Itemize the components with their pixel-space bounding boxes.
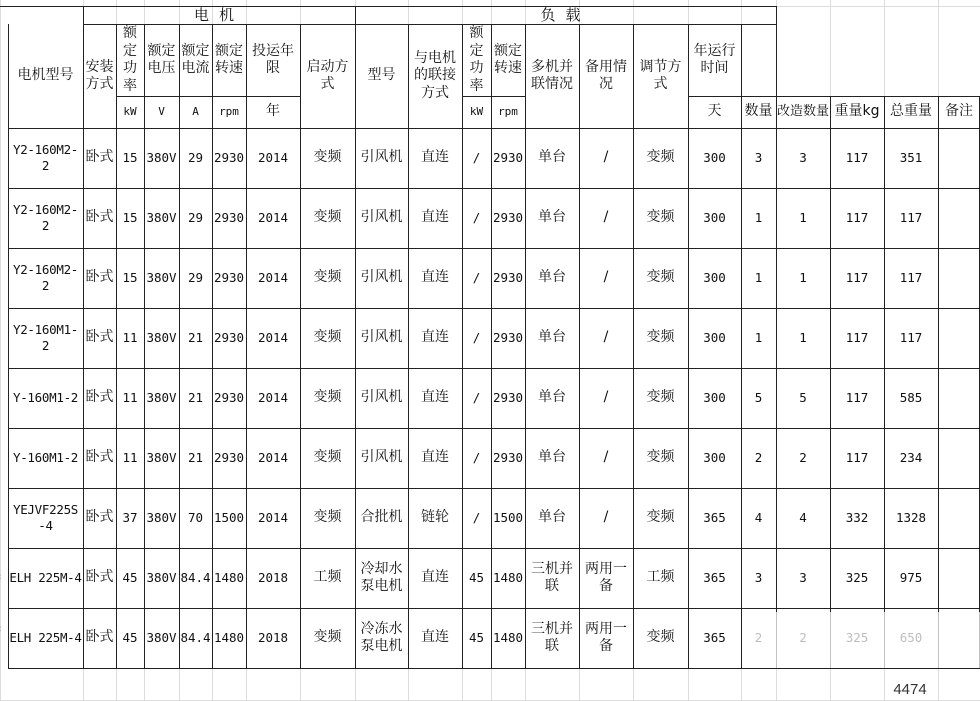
cell-annual-run[interactable]: 300: [703, 150, 726, 166]
header-group-motor: 电机: [193, 6, 244, 24]
cell-rated-power[interactable]: 11: [122, 450, 138, 466]
cell-rated-current[interactable]: 29: [187, 270, 204, 286]
cell-weight[interactable]: 117: [845, 390, 869, 406]
cell-standby[interactable]: /: [603, 269, 609, 286]
cell-load-speed[interactable]: 2930: [492, 270, 524, 286]
column-header-rated_current: 额定电流: [181, 42, 210, 76]
cell-load-speed[interactable]: 2930: [492, 210, 524, 226]
cell-load-type[interactable]: 引风机: [360, 209, 403, 226]
cell-year[interactable]: 2018: [257, 570, 289, 586]
cell-annual-run[interactable]: 365: [703, 570, 726, 586]
cell-load-speed[interactable]: 1480: [492, 570, 524, 586]
cell-regulation[interactable]: 变频: [646, 149, 675, 166]
cell-rated-voltage[interactable]: 380V: [146, 270, 177, 286]
column-header-rated_voltage: 额定电压: [147, 42, 176, 76]
cell-rated-power[interactable]: 45: [122, 630, 138, 646]
column-header-install: 安装方式: [85, 58, 114, 92]
cell-connection[interactable]: 直连: [421, 389, 449, 406]
cell-rated-speed[interactable]: 1480: [213, 570, 245, 586]
cell-model[interactable]: Y2-160M2- 2: [12, 262, 79, 293]
cell-rated-power[interactable]: 15: [122, 210, 138, 226]
cell-retrofit-qty[interactable]: 2: [799, 450, 807, 466]
cell-install[interactable]: 卧式: [85, 509, 114, 526]
cell-parallel[interactable]: 单台: [538, 269, 566, 286]
cell-rated-voltage[interactable]: 380V: [146, 330, 177, 346]
cell-start-mode[interactable]: 变频: [313, 509, 342, 526]
cell-connection[interactable]: 直连: [421, 569, 449, 586]
cell-standby[interactable]: /: [603, 449, 609, 466]
cell-parallel[interactable]: 单台: [538, 509, 566, 526]
column-header-start_mode: 启动方式: [306, 58, 349, 92]
cell-load-power[interactable]: /: [472, 450, 481, 466]
cell-annual-run[interactable]: 300: [703, 210, 726, 226]
cell-connection[interactable]: 直连: [421, 329, 449, 346]
cell-rated-voltage[interactable]: 380V: [146, 150, 177, 166]
cell-remarks[interactable]: [938, 188, 980, 248]
cell-load-type[interactable]: 合批机: [360, 509, 403, 526]
cell-weight[interactable]: 117: [845, 150, 869, 166]
unit-speed: rpm: [219, 105, 239, 119]
cell-load-speed[interactable]: 1480: [492, 630, 524, 646]
cell-load-power[interactable]: /: [472, 270, 481, 286]
column-header-load_speed: 额定转速: [494, 42, 522, 76]
cell-year[interactable]: 2018: [257, 630, 289, 646]
column-header-quantity: 数量: [744, 103, 773, 120]
cell-annual-run[interactable]: 365: [703, 630, 726, 646]
cell-rated-voltage[interactable]: 380V: [146, 630, 177, 646]
cell-year[interactable]: 2014: [257, 330, 289, 346]
cell-rated-voltage[interactable]: 380V: [146, 450, 177, 466]
cell-remarks[interactable]: [938, 548, 980, 608]
cell-remarks[interactable]: [938, 488, 980, 548]
cell-standby[interactable]: /: [603, 329, 609, 346]
header-group-load: 负载: [540, 6, 591, 24]
column-header-model: 电机型号: [17, 67, 74, 84]
cell-load-type[interactable]: 引风机: [360, 449, 403, 466]
cell-model[interactable]: Y-160M1-2: [12, 390, 79, 406]
cell-load-type[interactable]: 冷却水 泵电机: [360, 560, 403, 594]
cell-regulation[interactable]: 工频: [646, 569, 675, 586]
cell-rated-speed[interactable]: 1500: [213, 510, 245, 526]
cell-remarks[interactable]: [938, 308, 980, 368]
cell-load-type[interactable]: 引风机: [360, 329, 403, 346]
column-header-standby: 备用情况: [585, 58, 627, 92]
cell-standby[interactable]: 两用一 备: [585, 620, 627, 654]
cell-install[interactable]: 卧式: [85, 149, 114, 166]
cell-rated-current[interactable]: 21: [187, 450, 204, 466]
column-header-load_power: 额定功率: [469, 25, 484, 94]
cell-regulation[interactable]: 变频: [646, 629, 675, 646]
unit-power: kW: [123, 105, 137, 119]
cell-regulation[interactable]: 变频: [646, 329, 675, 346]
cell-weight[interactable]: 117: [845, 330, 869, 346]
total-weight-sum[interactable]: 4474: [893, 680, 927, 698]
row-marker: [0, 622, 1, 635]
cell-quantity[interactable]: 1: [754, 330, 763, 346]
cell-regulation[interactable]: 变频: [646, 509, 675, 526]
cell-load-type[interactable]: 引风机: [360, 389, 403, 406]
cell-retrofit-qty[interactable]: 1: [799, 330, 807, 346]
column-header-rated_speed: 额定转速: [215, 42, 243, 76]
cell-year[interactable]: 2014: [257, 390, 289, 406]
cell-standby[interactable]: 两用一 备: [585, 560, 627, 594]
cell-retrofit-qty[interactable]: 3: [799, 570, 807, 586]
cell-weight[interactable]: 332: [845, 510, 869, 526]
cell-parallel[interactable]: 单台: [538, 149, 566, 166]
cell-annual-run[interactable]: 300: [703, 330, 726, 346]
cell-rated-speed[interactable]: 1480: [213, 630, 245, 646]
column-header-parallel: 多机并联情况: [531, 58, 573, 92]
cell-parallel[interactable]: 三机并 联: [531, 560, 573, 594]
cell-total-weight[interactable]: 351: [899, 150, 923, 166]
cell-total-weight[interactable]: 117: [899, 330, 923, 346]
cell-rated-speed[interactable]: 2930: [213, 210, 245, 226]
cell-total-weight[interactable]: 117: [899, 210, 923, 226]
cell-load-power[interactable]: /: [472, 210, 481, 226]
cell-model[interactable]: ELH 225M-4: [9, 630, 82, 646]
cell-annual-run[interactable]: 300: [703, 450, 726, 466]
cell-load-speed[interactable]: 1500: [492, 510, 524, 526]
cell-weight[interactable]: 117: [845, 450, 869, 466]
cell-parallel[interactable]: 单台: [538, 449, 566, 466]
cell-regulation[interactable]: 变频: [646, 269, 675, 286]
cell-model[interactable]: YEJVF225S -4: [12, 502, 79, 533]
cell-year[interactable]: 2014: [257, 210, 289, 226]
cell-install[interactable]: 卧式: [85, 449, 114, 466]
cell-remarks[interactable]: [938, 248, 980, 308]
cell-standby[interactable]: /: [603, 389, 609, 406]
cell-annual-run[interactable]: 365: [703, 510, 726, 526]
cell-parallel[interactable]: 三机并 联: [531, 620, 573, 654]
cell-rated-speed[interactable]: 2930: [213, 270, 245, 286]
column-header-remarks: 备注: [945, 103, 973, 120]
cell-year[interactable]: 2014: [257, 270, 289, 286]
cell-rated-power[interactable]: 15: [122, 270, 138, 286]
cell-regulation[interactable]: 变频: [646, 449, 675, 466]
cell-quantity[interactable]: 1: [754, 210, 763, 226]
cell-parallel[interactable]: 单台: [538, 389, 566, 406]
cell-connection[interactable]: 链轮: [421, 509, 449, 526]
blurred-region: [742, 612, 980, 668]
unit-current: A: [192, 105, 199, 119]
cell-model[interactable]: Y2-160M2- 2: [12, 202, 79, 233]
cell-quantity[interactable]: 4: [754, 510, 763, 526]
border-row: [8, 668, 980, 669]
cell-rated-speed[interactable]: 2930: [213, 390, 245, 406]
cell-standby[interactable]: /: [603, 149, 609, 166]
cell-quantity[interactable]: 3: [754, 150, 763, 166]
cell-weight[interactable]: 325: [845, 570, 869, 586]
cell-connection[interactable]: 直连: [421, 149, 449, 166]
cell-retrofit-qty[interactable]: 3: [799, 150, 807, 166]
unit-load_speed: rpm: [498, 105, 518, 119]
column-header-load_type: 型号: [367, 67, 396, 84]
cell-start-mode[interactable]: 工频: [313, 569, 342, 586]
cell-quantity[interactable]: 3: [754, 570, 763, 586]
cell-start-mode[interactable]: 变频: [313, 329, 342, 346]
cell-rated-voltage[interactable]: 380V: [146, 210, 177, 226]
cell-parallel[interactable]: 单台: [538, 209, 566, 226]
cell-model[interactable]: Y-160M1-2: [12, 450, 79, 466]
cell-retrofit-qty[interactable]: 5: [799, 390, 807, 406]
cell-load-type[interactable]: 冷冻水 泵电机: [360, 620, 403, 654]
unit-run_time: 天: [707, 103, 722, 120]
cell-parallel[interactable]: 单台: [538, 329, 566, 346]
cell-load-power[interactable]: 45: [468, 630, 485, 646]
cell-start-mode[interactable]: 变频: [313, 149, 342, 166]
cell-remarks[interactable]: [938, 128, 980, 188]
cell-connection[interactable]: 直连: [421, 449, 449, 466]
cell-rated-current[interactable]: 21: [187, 390, 204, 406]
cell-standby[interactable]: /: [603, 209, 609, 226]
cell-rated-voltage[interactable]: 380V: [146, 570, 177, 586]
cell-connection[interactable]: 直连: [421, 629, 449, 646]
cell-retrofit-qty[interactable]: 1: [799, 210, 807, 226]
cell-start-mode[interactable]: 变频: [313, 269, 342, 286]
cell-rated-current[interactable]: 21: [187, 330, 204, 346]
cell-rated-power[interactable]: 45: [122, 570, 138, 586]
cell-total-weight[interactable]: 975: [899, 570, 923, 586]
cell-install[interactable]: 卧式: [85, 209, 114, 226]
cell-total-weight[interactable]: 1328: [895, 510, 927, 526]
cell-rated-speed[interactable]: 2930: [213, 330, 245, 346]
cell-rated-power[interactable]: 15: [122, 150, 138, 166]
cell-regulation[interactable]: 变频: [646, 389, 675, 406]
cell-start-mode[interactable]: 变频: [313, 209, 342, 226]
cell-load-speed[interactable]: 2930: [492, 450, 524, 466]
cell-load-power[interactable]: /: [472, 150, 481, 166]
row-marker: [0, 570, 1, 583]
cell-quantity[interactable]: 1: [754, 270, 763, 286]
cell-rated-speed[interactable]: 2930: [213, 150, 245, 166]
cell-load-power[interactable]: /: [472, 390, 481, 406]
cell-model[interactable]: Y2-160M1- 2: [12, 322, 79, 353]
cell-rated-current[interactable]: 70: [187, 510, 204, 526]
cell-total-weight[interactable]: 117: [899, 270, 923, 286]
cell-remarks[interactable]: [938, 368, 980, 428]
cell-annual-run[interactable]: 300: [703, 390, 726, 406]
cell-rated-current[interactable]: 29: [187, 150, 204, 166]
column-header-regulation: 调节方式: [639, 58, 682, 92]
column-header-weight_kg: 重量kg: [834, 103, 880, 120]
cell-annual-run[interactable]: 300: [703, 270, 726, 286]
cell-start-mode[interactable]: 变频: [313, 389, 342, 406]
cell-load-power[interactable]: /: [472, 330, 481, 346]
cell-model[interactable]: Y2-160M2- 2: [12, 142, 79, 173]
cell-rated-current[interactable]: 29: [187, 210, 204, 226]
cell-weight[interactable]: 117: [845, 270, 869, 286]
cell-quantity[interactable]: 2: [754, 450, 763, 466]
cell-connection[interactable]: 直连: [421, 209, 449, 226]
cell-rated-power[interactable]: 11: [122, 390, 138, 406]
cell-rated-current[interactable]: 84.4: [180, 570, 211, 586]
cell-retrofit-qty[interactable]: 1: [799, 270, 807, 286]
cell-connection[interactable]: 直连: [421, 269, 449, 286]
cell-year[interactable]: 2014: [257, 450, 289, 466]
cell-year[interactable]: 2014: [257, 510, 289, 526]
cell-total-weight[interactable]: 234: [899, 450, 923, 466]
column-header-rated_power: 额定功率: [123, 25, 137, 94]
cell-load-power[interactable]: /: [472, 510, 481, 526]
column-header-connection: 与电机的联接方式: [414, 49, 456, 101]
cell-install[interactable]: 卧式: [85, 389, 114, 406]
cell-load-speed[interactable]: 2930: [492, 330, 524, 346]
cell-regulation[interactable]: 变频: [646, 209, 675, 226]
cell-start-mode[interactable]: 变频: [313, 629, 342, 646]
cell-rated-voltage[interactable]: 380V: [146, 390, 177, 406]
column-header-total_weight: 总重量: [890, 103, 932, 120]
cell-year[interactable]: 2014: [257, 150, 289, 166]
column-header-year: 投运年限: [252, 42, 294, 76]
cell-rated-power[interactable]: 37: [122, 510, 138, 526]
cell-load-power[interactable]: 45: [468, 570, 485, 586]
cell-rated-speed[interactable]: 2930: [213, 450, 245, 466]
cell-install[interactable]: 卧式: [85, 329, 114, 346]
cell-rated-voltage[interactable]: 380V: [146, 510, 177, 526]
cell-quantity[interactable]: 5: [754, 390, 763, 406]
unit-year: 年: [266, 103, 280, 120]
cell-load-type[interactable]: 引风机: [360, 269, 403, 286]
cell-install[interactable]: 卧式: [85, 569, 114, 586]
cell-rated-current[interactable]: 84.4: [180, 630, 211, 646]
cell-rated-power[interactable]: 11: [122, 330, 138, 346]
column-header-retrofit_qty: 改造数量: [777, 103, 830, 119]
cell-load-speed[interactable]: 2930: [492, 390, 524, 406]
cell-install[interactable]: 卧式: [85, 269, 114, 286]
gridline-vertical: [0, 0, 1, 700]
cell-install[interactable]: 卧式: [85, 629, 114, 646]
cell-remarks[interactable]: [938, 428, 980, 488]
unit-load_power: kW: [469, 105, 484, 119]
cell-retrofit-qty[interactable]: 4: [799, 510, 807, 526]
unit-voltage: V: [158, 105, 165, 119]
cell-standby[interactable]: /: [603, 509, 609, 526]
cell-model[interactable]: ELH 225M-4: [9, 570, 82, 586]
cell-weight[interactable]: 117: [845, 210, 869, 226]
cell-start-mode[interactable]: 变频: [313, 449, 342, 466]
cell-total-weight[interactable]: 585: [899, 390, 923, 406]
cell-load-type[interactable]: 引风机: [360, 149, 403, 166]
column-header-annual_run: 年运行时间: [693, 42, 736, 76]
cell-load-speed[interactable]: 2930: [492, 150, 524, 166]
